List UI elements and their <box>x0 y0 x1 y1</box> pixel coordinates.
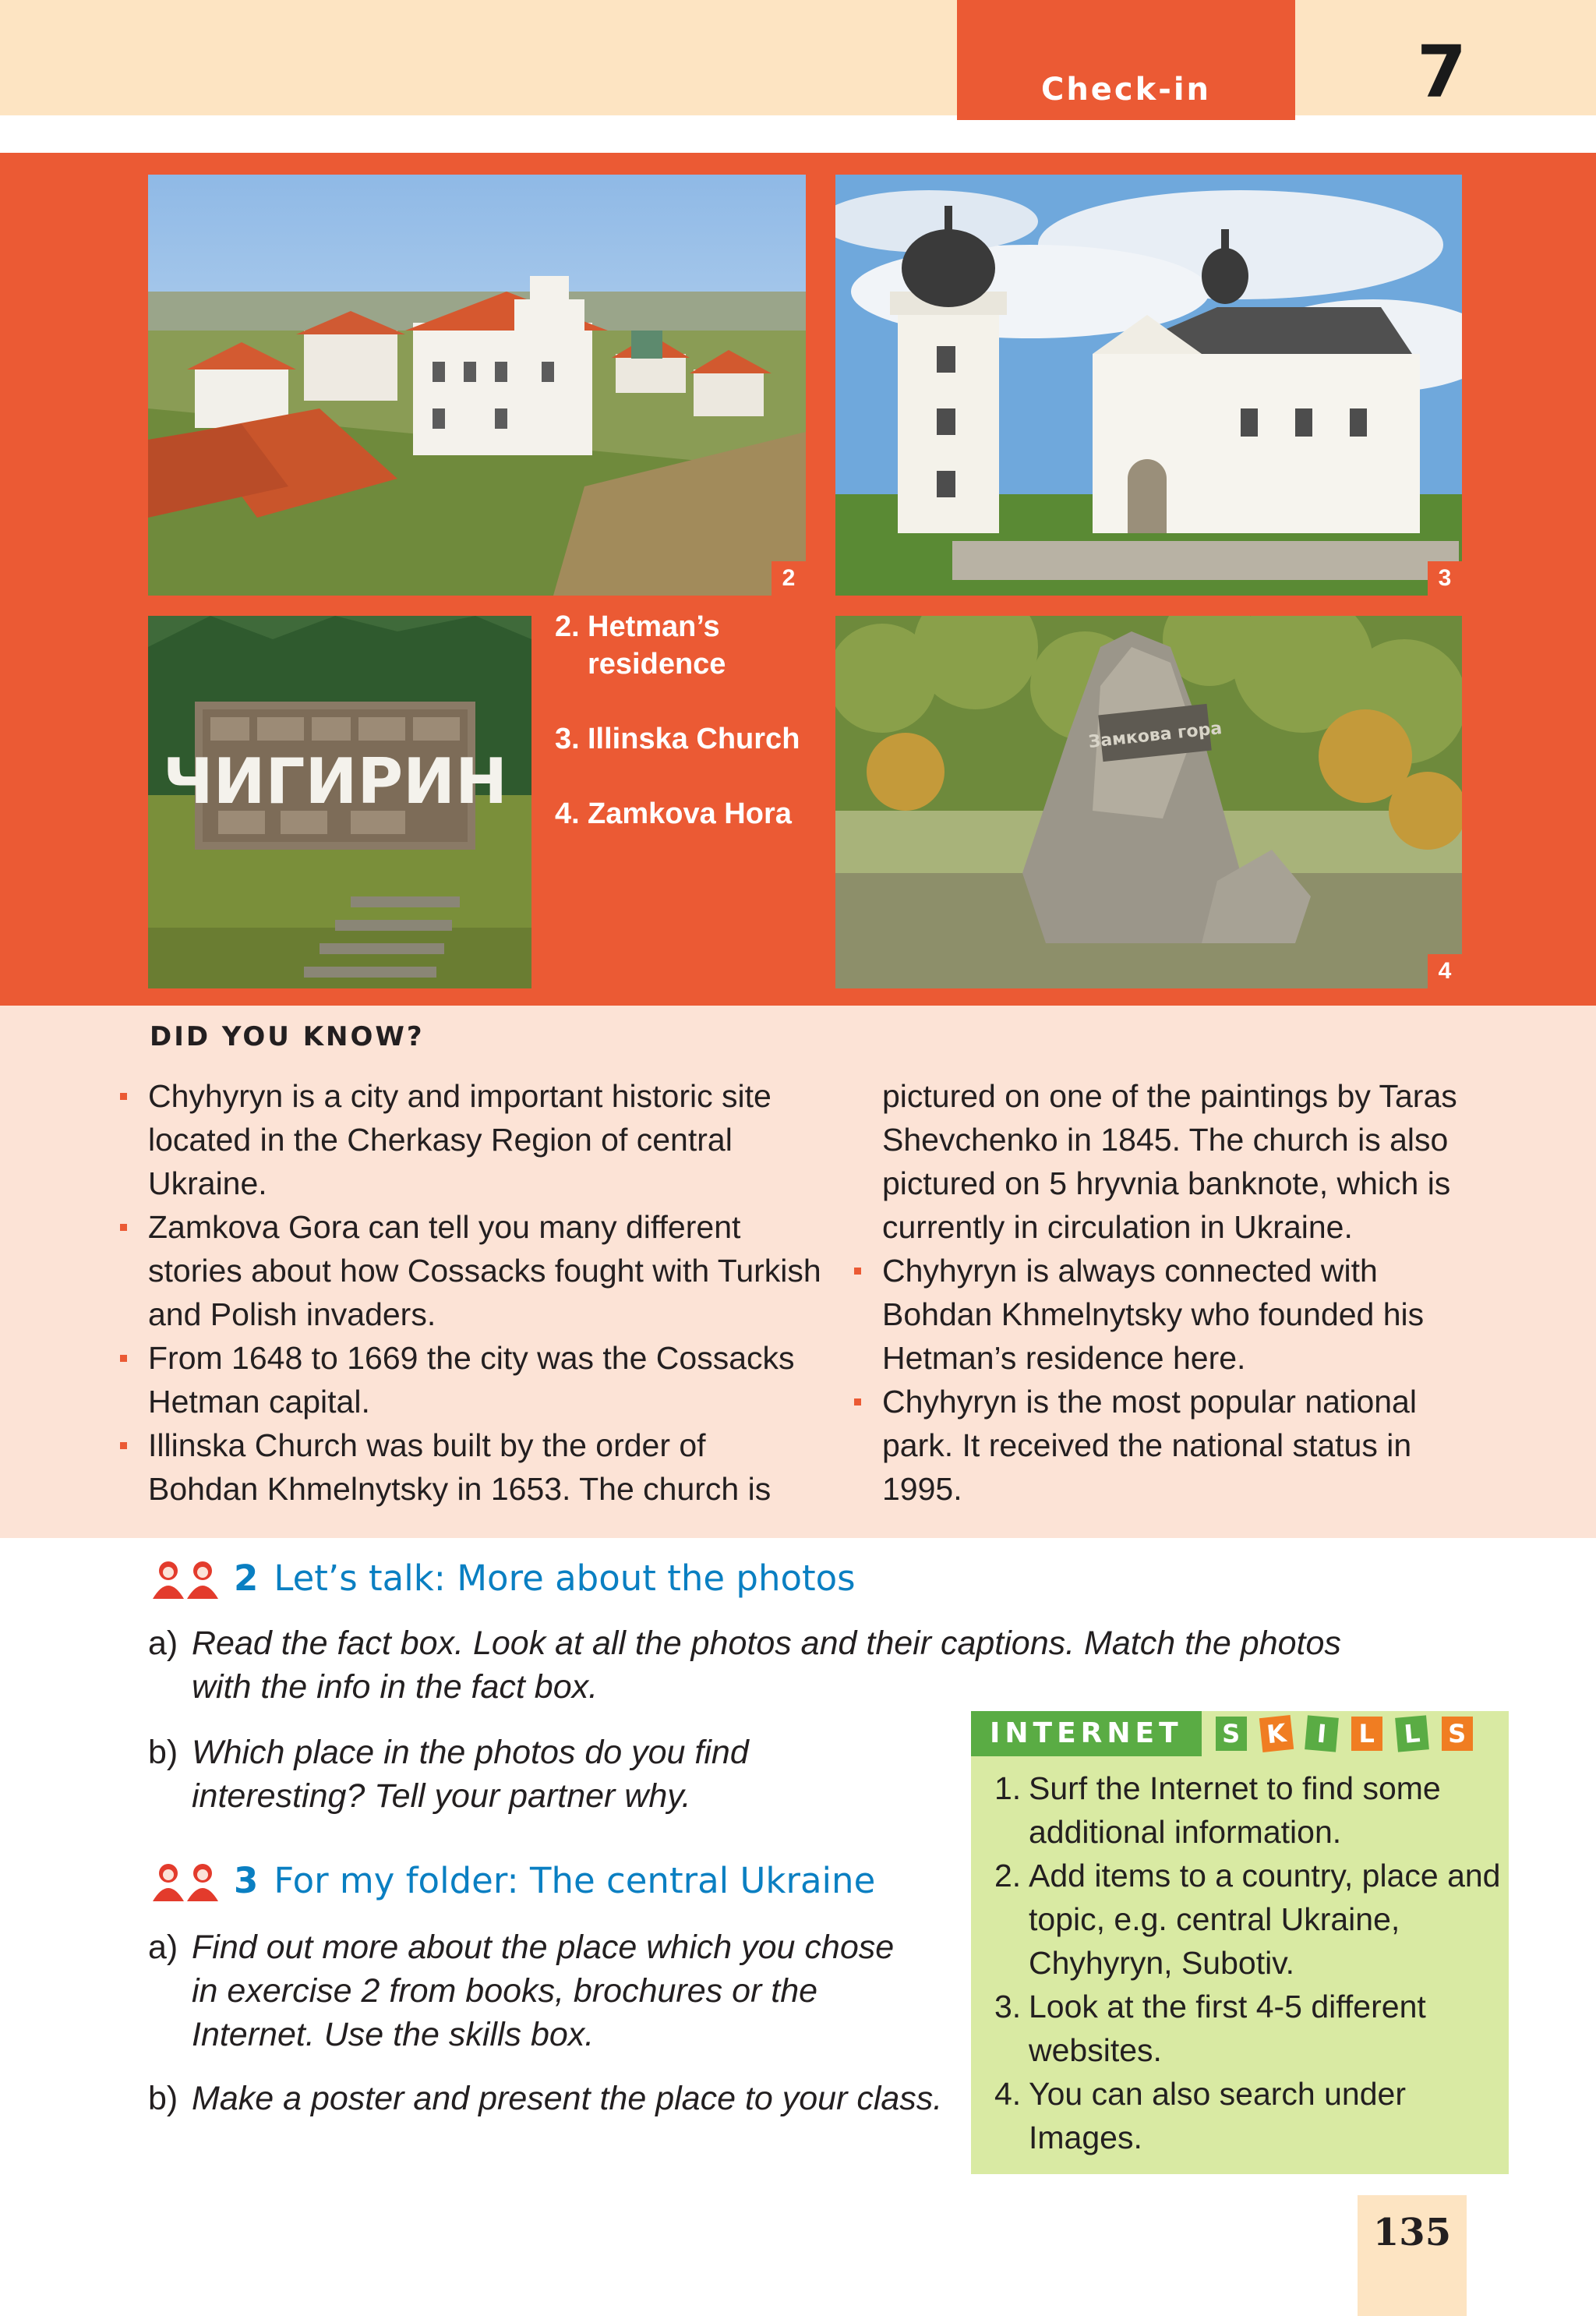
item-letter: a) <box>148 1929 178 1966</box>
section-label: Check-in <box>1040 72 1212 108</box>
sign-text: ЧИГИРИН <box>162 745 508 818</box>
photo-panel <box>0 153 1596 1006</box>
photo-captions <box>555 608 820 870</box>
fact-column-left <box>120 1074 821 1511</box>
skills-item <box>994 1766 1501 1854</box>
photo-chyhyryn-sign <box>148 616 531 988</box>
chyhyryn-sign-image <box>148 616 531 988</box>
caption-2 <box>555 608 820 683</box>
fact-column-right <box>854 1074 1485 1511</box>
exercise-2-heading <box>148 1558 856 1599</box>
pair-work-icon <box>148 1861 223 1901</box>
skills-item <box>994 1854 1501 1985</box>
fact-item: Chyhyryn is a city and important historic site located in the Cherkasy Region of central Ukraine. <box>120 1074 821 1205</box>
fact-item: Zamkova Gora can tell you many different stories about how Cossacks fought with Turkish and Polish invaders. <box>120 1205 821 1336</box>
skills-letter: I <box>1305 1715 1339 1752</box>
hetmans-residence-image <box>148 175 806 596</box>
skills-heading <box>971 1711 1473 1756</box>
fact-box-title: DID YOU KNOW? <box>150 1021 425 1052</box>
fact-item: From 1648 to 1669 the city was the Cossacks Hetman capital. <box>120 1336 821 1423</box>
caption-text: Hetman’s <box>588 610 720 643</box>
caption-4 <box>555 795 820 833</box>
page-number: 135 <box>1372 2211 1452 2254</box>
skills-item <box>994 1985 1501 2072</box>
skills-letter: S <box>1216 1717 1247 1751</box>
unit-number: 7 <box>1416 30 1467 114</box>
caption-3 <box>555 720 820 758</box>
photo-hetmans-residence <box>148 175 806 596</box>
pair-work-icon <box>148 1558 223 1599</box>
exercise-3-heading <box>148 1860 875 1901</box>
photo-number: 2 <box>772 561 806 596</box>
photo-zamkova-hora <box>835 616 1462 988</box>
caption-text-line2: residence <box>588 648 726 681</box>
item-letter: a) <box>148 1625 178 1662</box>
item-letter: b) <box>148 2080 178 2117</box>
exercise-3b <box>148 2077 959 2120</box>
plaque-text: Замкова гора <box>1087 719 1223 752</box>
fact-item: Illinska Church was built by the order of Bohdan Khmelnytsky in 1653. The church is <box>120 1423 821 1511</box>
caption-text: Zamkova Hora <box>588 797 792 830</box>
item-letter: b) <box>148 1734 178 1771</box>
skills-letter: S <box>1442 1717 1473 1751</box>
caption-number: 2. <box>555 610 580 643</box>
exercise-title: For my folder: The central Ukraine <box>274 1860 876 1901</box>
skills-item-number: 2. <box>994 1858 1022 1893</box>
item-text: Read the fact box. Look at all the photos and their captions. Match the photos with the info in the fact box. <box>192 1625 1341 1706</box>
skills-letter: K <box>1259 1715 1293 1752</box>
fact-item-continuation: pictured on one of the paintings by Taras Shevchenko in 1845. The church is also pictured on 5 hryvnia banknote, which is currently in circulation in Ukraine. <box>882 1078 1457 1245</box>
item-text: Which place in the photos do you find interesting? Tell your partner why. <box>192 1734 749 1815</box>
skills-item-text: You can also search under Images. <box>1029 2076 1406 2155</box>
skills-item-number: 1. <box>994 1770 1022 1806</box>
skills-item-text: Surf the Internet to find some additional information. <box>1029 1770 1441 1850</box>
exercise-2a <box>148 1621 1395 1709</box>
skills-letter: L <box>1395 1715 1429 1752</box>
skills-list <box>994 1766 1501 2159</box>
item-text: Make a poster and present the place to your class. <box>192 2080 943 2117</box>
caption-number: 3. <box>555 723 580 755</box>
photo-illinska-church <box>835 175 1462 596</box>
item-text: Find out more about the place which you chose in exercise 2 from books, brochures or the Internet. Use the skills box. <box>192 1929 895 2053</box>
zamkova-hora-image <box>835 616 1462 988</box>
fact-item: Chyhyryn is the most popular national park. It received the national status in 1995. <box>854 1380 1485 1511</box>
photo-number: 3 <box>1428 561 1462 596</box>
fact-item: Chyhyryn is always connected with Bohdan Khmelnytsky who founded his Hetman’s residence here. <box>854 1249 1485 1380</box>
photo-number: 4 <box>1428 954 1462 988</box>
caption-text: Illinska Church <box>588 723 800 755</box>
skills-item-text: Add items to a country, place and topic, e.g. central Ukraine, Chyhyryn, Subotiv. <box>1029 1858 1501 1981</box>
illinska-church-image <box>835 175 1462 596</box>
skills-item-number: 4. <box>994 2076 1022 2112</box>
caption-number: 4. <box>555 797 580 830</box>
exercise-number: 2 <box>234 1558 259 1599</box>
skills-item <box>994 2072 1501 2159</box>
exercise-3a <box>148 1925 927 2056</box>
skills-item-number: 3. <box>994 1989 1022 2024</box>
header-band <box>0 0 1596 115</box>
exercise-title: Let’s talk: More about the photos <box>274 1558 856 1599</box>
skills-heading-label: INTERNET <box>971 1711 1202 1756</box>
exercise-number: 3 <box>234 1860 259 1901</box>
skills-letter: L <box>1351 1717 1382 1751</box>
skills-item-text: Look at the first 4-5 different websites. <box>1029 1989 1426 2068</box>
exercise-2b <box>148 1731 834 1818</box>
section-tab <box>957 0 1295 120</box>
